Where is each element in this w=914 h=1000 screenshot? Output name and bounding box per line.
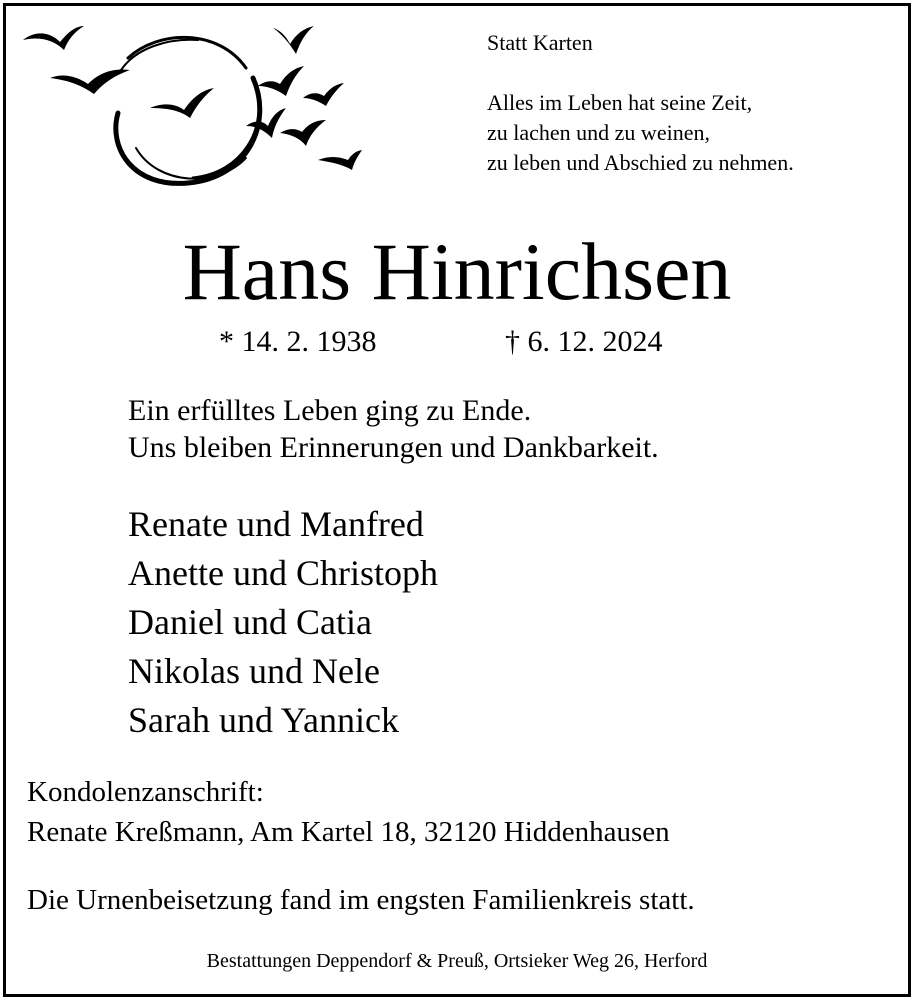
tribute-line: Ein erfülltes Leben ging zu Ende.	[128, 394, 532, 427]
condolence-address-block	[27, 772, 670, 852]
tribute-text	[128, 392, 659, 466]
birth-date: * 14. 2. 1938	[219, 325, 377, 358]
deceased-name: Hans Hinrichsen	[182, 226, 732, 317]
condolence-address: Renate Kreßmann, Am Kartel 18, 32120 Hiddenhausen	[27, 816, 670, 848]
undertaker-credit: Bestattungen Deppendorf & Preuß, Ortsieker Weg 26, Herford	[206, 950, 708, 972]
statt-karten: Statt Karten	[487, 30, 593, 55]
tribute-line: Uns bleiben Erinnerungen und Dankbarkeit.	[128, 431, 659, 464]
mourners-list	[128, 500, 438, 745]
mourner-entry: Sarah und Yannick	[128, 700, 399, 740]
verse-line: Alles im Leben hat seine Zeit,	[487, 90, 753, 115]
mourner-entry: Renate und Manfred	[128, 504, 424, 544]
death-date: † 6. 12. 2024	[505, 325, 663, 358]
mourner-entry: Anette und Christoph	[128, 553, 438, 593]
verse-line: zu leben und Abschied zu nehmen.	[487, 150, 794, 175]
verse-line: zu lachen und zu weinen,	[487, 120, 710, 145]
header-text	[487, 28, 794, 178]
mourner-entry: Nikolas und Nele	[128, 651, 380, 691]
burial-notice: Die Urnenbeisetzung fand im engsten Familienkreis statt.	[27, 884, 695, 916]
condolence-label: Kondolenzanschrift:	[27, 776, 264, 808]
moon-with-birds-icon	[18, 18, 368, 193]
mourner-entry: Daniel und Catia	[128, 602, 372, 642]
